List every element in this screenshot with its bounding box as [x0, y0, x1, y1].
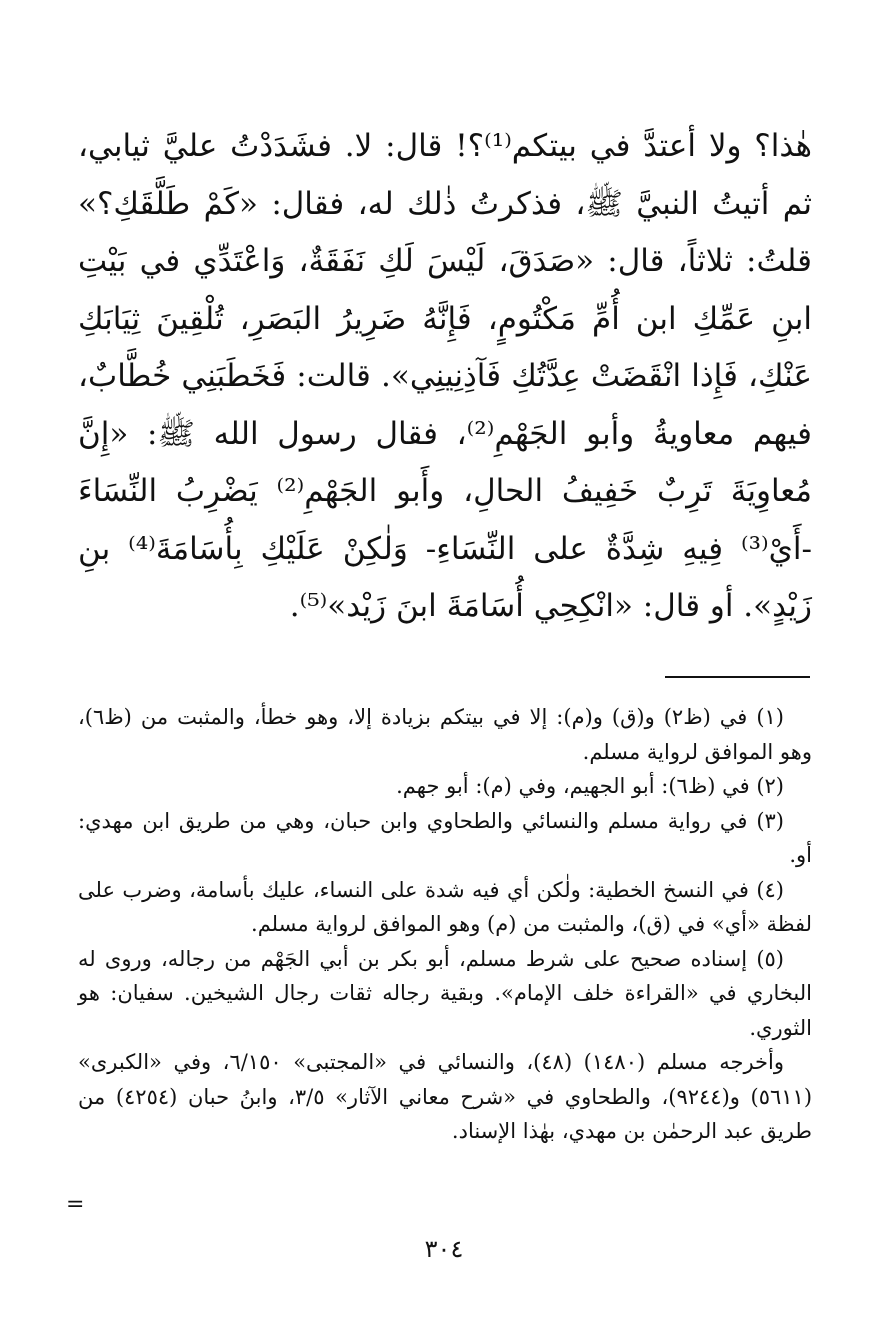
page-number: ٣٠٤ — [424, 1235, 464, 1263]
footnote-2: (٢) في (ظ٦): أبو الجهيم، وفي (م): أبو جهم. — [396, 774, 784, 798]
footnote-3: (٣) في رواية مسلم والنسائي والطحاوي وابن حبان، وهي من طريق ابن مهدي: أو. — [78, 808, 812, 867]
continuation-mark: = — [66, 1192, 85, 1217]
main-paragraph: هٰذا؟ ولا أعتدَّ في بيتكم⁽¹⁾؟! قال: لا. فشَدَدْتُ عليَّ ثيابي، ثم أتيتُ النبيَّ ﷺ، فذكرتُ ذٰلك له، فقال: «كَمْ طَلَّقَكِ؟» قلتُ: ثلاثاً، قال: «صَدَقَ، لَيْسَ لَكِ نَفَقَةٌ، وَاعْتَدِّي في بَيْتِ ابنِ عَمِّكِ ابن أُمِّ مَكْتُومٍ، فَإِنَّهُ ضَرِيرُ البَصَرِ، تُلْقِينَ ثِيَابَكِ عَنْكِ، فَإِذا انْقَضَتْ عِدَّتُكِ فَآذِنِينِي». قالت: فَخَطَبَنِي خُطَّابٌ، فيهم معاويةُ وأبو الجَهْمِ⁽²⁾، فقال رسول الله ﷺ: «إِنَّ مُعاوِيَةَ تَرِبٌ خَفِيفُ الحالِ، وأَبو الجَهْمِ⁽²⁾ يَضْرِبُ النِّسَاءَ -أَيْ⁽³⁾ فِيهِ شِدَّةٌ على النِّسَاءِ- وَلٰكِنْ عَلَيْكِ بِأُسَامَةَ⁽⁴⁾ بنِ زَيْدٍ». أو قال: «انْكِحِي أُسَامَةَ ابنَ زَيْد»⁽⁵⁾. — [78, 128, 812, 624]
footnote-5-continued: وأخرجه مسلم (١٤٨٠) (٤٨)، والنسائي في «المجتبى» ٦/١٥٠، وفي «الكبرى» (٥٦١١) و(٩٢٤٤)، والطحاوي في «شرح معاني الآثار» ٣/٥، وابنُ حبان (٤٢٥٤) من طريق عبد الرحمٰن بن مهدي، بهٰذا الإسناد. — [78, 1050, 813, 1143]
main-text — [78, 118, 812, 636]
footnote-4: (٤) في النسخ الخطية: ولٰكن أي فيه شدة على النساء، عليك بأسامة، وضرب على لفظة «أي» في (ق)، والمثبت من (م) وهو الموافق لرواية مسلم. — [78, 877, 812, 936]
footnotes — [78, 700, 812, 1149]
footnote-5: (٥) إسناده صحيح على شرط مسلم، أبو بكر بن أبي الجَهْم من رجاله، وروى له البخاري في «القراءة خلف الإمام». وبقية رجاله ثقات رجال الشيخين. سفيان: هو الثوري. — [78, 946, 812, 1040]
footnote-separator — [665, 676, 810, 678]
footnote-1: (١) في (ظ٢) و(ق) و(م): إلا في بيتكم بزيادة إلا، وهو خطأ، والمثبت من (ظ٦)، وهو الموافق لرواية مسلم. — [78, 705, 812, 764]
